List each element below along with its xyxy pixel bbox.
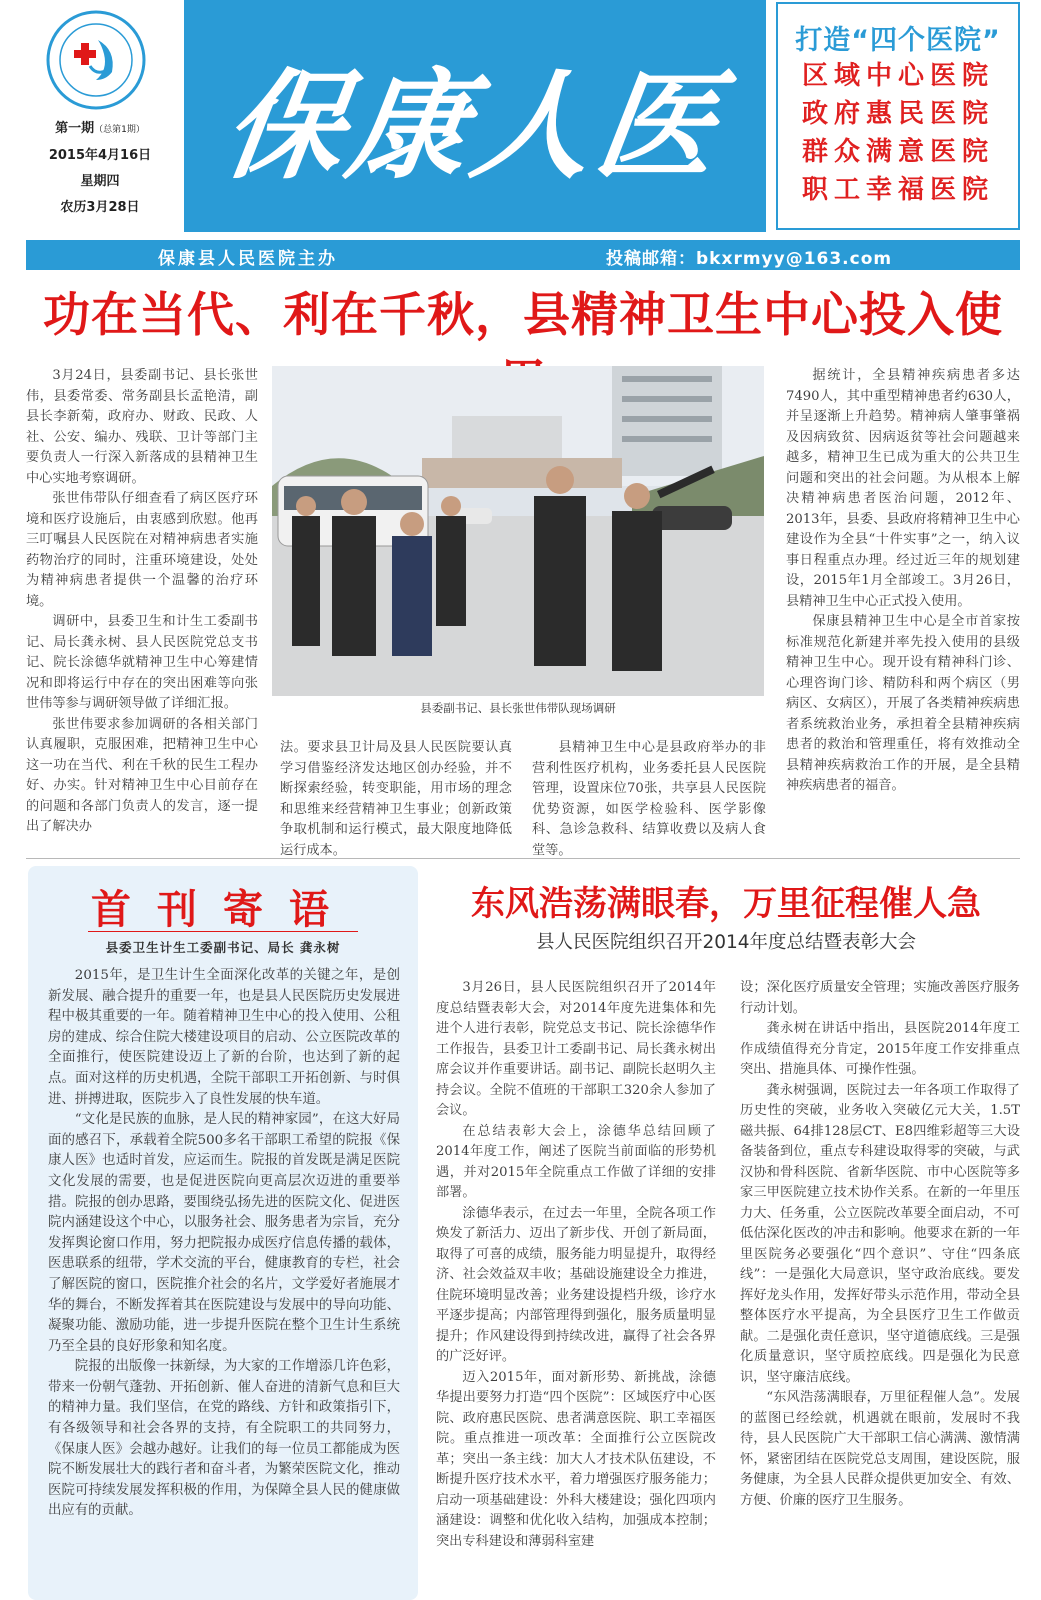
slogan-line: 政府惠民医院 <box>801 99 994 129</box>
issue-total: （总第1期） <box>94 125 145 135</box>
sponsor-text: 保康县人民医院主办 <box>158 249 338 269</box>
editorial-body <box>48 966 400 1522</box>
paragraph: 法。要求县卫计局及县人民医院要认真学习借鉴经济发达地区创办经验，并不断探索经验，转变职能，用市场的理念和思维来经营精神卫生事业；创新政策争取机制和运行模式，最大限度地降低运行成本。 <box>280 740 512 858</box>
paragraph: 县精神卫生中心是县政府举办的非营利性医疗机构，业务委托县人民医院管理，设置床位70张，共享县人民医院优势资源，如医学检验科、医学影像科、急诊急救科、结算收费以及病人食堂等。 <box>532 740 766 858</box>
main-headline: 功在当代、利在千秋，县精神卫生中心投入使 <box>43 288 1003 343</box>
article1-column-1 <box>26 366 258 838</box>
paragraph: 迈入2015年，面对新形势、新挑战，涂德华提出要努力打造“四个医院”：区域医疗中心医院、政府惠民医院、患者满意医院、职工幸福医院。重点推进一项改革：全面推行公立医院改革；突出一条主线：加大人才技术队伍建设，不断提升医疗技术水平，着力增强医疗服务能力；启动一项基础建设：外科大楼建设；强化四项内涵建设：调整和优化收入结构，加强成本控制；突出专科建设和薄弱科室建 <box>436 1369 716 1549</box>
info-strip <box>26 240 1020 270</box>
paragraph: “东风浩荡满眼春，万里征程催人急”。发展的蓝图已经绘就，机遇就在眼前，发展时不我待，县人民医院广大干部职工信心满满、激情满怀，紧密团结在医院党总支周围，建设医院，服务健康，为全县人民群众提供更加安全、有效、方便、价廉的医疗卫生服务。 <box>740 1390 1020 1508</box>
paragraph: 龚永树强调，医院过去一年各项工作取得了历史性的突破，业务收入突破亿元大关，1.5T磁共振、64排128层CT、E8四维彩超等三大设备装备到位，重点专科建设取得零的突破，与武汉协和骨科医院、省新华医院、市中心医院等多家三甲医院建立技术协作关系。在新的一年里压力大、任务重，公立医院改革要全面启动，不可低估深化医改的冲击和影响。他要求在新的一年里医院务必要强化“四个意识”、守住“四条底线”：一是强化大局意识，坚守政治底线。要发挥好龙头作用，发挥好带头示范作用，带动全县整体医疗水平提高，为全县医疗卫生工作做贡献。二是强化责任意识，坚守道德底线。三是强化质量意识，坚守质控底线。四是强化为民意识，坚守廉洁底线。 <box>740 1082 1020 1385</box>
editorial-author: 县委卫生计生工委副书记、局长 龚永树 <box>105 940 341 955</box>
paragraph: 3月24日，县委副书记、县长张世伟，县委常委、常务副县长孟艳清，副县长李新菊，政府办、财政、民政、人社、公安、编办、残联、卫计等部门主要负责人一行深入新落成的县精神卫生中心实地考察调研。 <box>26 368 258 486</box>
paragraph: 在总结表彰大会上，涂德华总结回顾了2014年度工作，阐述了医院当前面临的形势机遇，并对2015年全院重点工作做了详细的安排部署。 <box>436 1123 716 1200</box>
paragraph: 2015年，是卫生计生全面深化改革的关键之年，是创新发展、融合提升的重要一年，也是县人民医院历史发展进程中极其重要的一年。随着精神卫生中心的投入使用、公租房的建成、综合住院大楼建设项目的启动、公立医院改革的全面推行，使医院建设迈上了新的台阶，也达到了新的起点。面对这样的历史机遇，全院干部职工开拓创新、与时俱进、拼搏进取，医院步入了良性发展的快车道。 <box>48 968 400 1107</box>
submission-email[interactable]: 投稿邮箱：bkxrmyy@163.com <box>606 249 893 269</box>
paragraph: 调研中，县委卫生和计生工委副书记、局长龚永树、县人民医院党总支书记、院长涂德华就精神卫生中心筹建情况和即将运行中存在的突出困难等向张世伟等参与调研领导做了详细汇报。 <box>26 614 258 711</box>
article1-column-4 <box>786 366 1020 797</box>
slogan-box <box>776 2 1020 230</box>
paragraph: 保康县精神卫生中心是全市首家按标准规范化新建并率先投入使用的县级精神卫生中心。现开设有精神科门诊、心理咨询门诊、精防科和两个病区（男病区、女病区），开展了各类精神疾病患者系统救治业务，承担着全县精神疾病患者的救治和管理重任，将有效推动全县精神疾病救治工作的开展，是全县精神疾病患者的福音。 <box>786 614 1020 793</box>
article1-column-2 <box>280 738 512 861</box>
photo-caption: 县委副书记、县长张世伟带队现场调研 <box>420 701 616 715</box>
article1-column-3 <box>532 738 766 861</box>
editorial-title-rule <box>88 931 358 932</box>
issue-date: 2015年4月16日 <box>48 148 152 163</box>
slogan-line: 群众满意医院 <box>801 137 994 167</box>
editorial-title: 首刊寄语 <box>91 886 355 933</box>
issue-weekday: 星期四 <box>80 174 120 189</box>
paragraph: 设；深化医疗质量安全管理；实施改善医疗服务行动计划。 <box>740 980 1020 1016</box>
article2-column-1 <box>436 978 716 1552</box>
slogan-line: 区域中心医院 <box>801 61 994 91</box>
paragraph: 龚永树在讲话中指出，县医院2014年度工作成绩值得充分肯定，2015年度工作安排重点突出、措施具体、可操作性强。 <box>740 1021 1020 1077</box>
hospital-logo <box>46 10 146 110</box>
news-photo <box>272 366 764 696</box>
slogan-line: 职工幸福医院 <box>801 175 994 205</box>
issue-lunar-date: 农历3月28日 <box>60 200 140 215</box>
paragraph: 据统计，全县精神疾病患者多达7490人，其中重型精神患者约630人，并呈逐渐上升趋势。精神病人肇事肇祸及因病致贫、因病返贫等社会问题越来越多，精神卫生已成为重大的公共卫生问题和突出的社会问题。为从根本上解决精神病患者医治问题，2012年、2013年，县委、县政府将精神卫生中心建设作为全县“十件实事”之一，纳入议事日程重点办理。经过近三年的规划建设，2015年1月全部竣工。3月26日，县精神卫生中心正式投入使用。 <box>786 368 1020 609</box>
paragraph: 3月26日，县人民医院组织召开了2014年度总结暨表彰大会，对2014年度先进集体和先进个人进行表彰，院党总支书记、院长涂德华作工作报告，县委卫计工委副书记、局长龚永树出席会议并作重要讲话。副书记、副院长赵明久主持会议。全院不值班的干部职工320余人参加了会议。 <box>436 980 716 1118</box>
editorial-box <box>28 866 418 1600</box>
paragraph: 张世伟带队仔细查看了病区医疗环境和医疗设施后，由衷感到欣慰。他再三叮嘱县人民医院在对精神病患者实施药物治疗的同时，注重环境建设，处处为精神病患者提供一个温馨的治疗环境。 <box>26 491 258 609</box>
issue-info <box>30 116 170 221</box>
newspaper-title-banner <box>184 0 766 232</box>
paragraph: “文化是民族的血脉，是人民的精神家园”，在这大好局面的感召下，承载着全院500多名干部职工希望的院报《保康人医》也适时首发，应运而生。院报的首发既是满足医院文化发展的需要，也是促进医院向更高层次迈进的重要举措。院报的创办思路，要围绕弘扬先进的医院文化、促进医院内涵建设这个中心，以服务社会、服务患者为宗旨，充分发挥舆论窗口作用，努力把院报办成医疗信息传播的载体，医患联系的纽带，学术交流的平台，健康教育的专栏，社会了解医院的窗口，医院推介社会的名片，文学爱好者施展才华的舞台，不断发挥着其在医院建设与发展中的导向功能、凝聚功能、激励功能，进一步提升医院在整个卫生计生系统乃至全县的良好形象和知名度。 <box>48 1112 400 1354</box>
newspaper-title: 保康人医 <box>215 56 732 195</box>
paragraph: 张世伟要求参加调研的各相关部门认真履职，克服困难，把精神卫生中心这一功在当代、利在千秋的民生工程办好、办实。针对精神卫生中心目前存在的问题和各部门负责人的发言，逐一提出了解决办 <box>26 716 258 834</box>
paragraph: 院报的出版像一抹新绿，为大家的工作增添几许色彩，带来一份朝气蓬勃、开拓创新、催人奋进的清新气息和巨大的精神力量。我们坚信，在党的路线、方针和政策指引下，有各级领导和社会各界的支持，有全院职工的共同努力，《保康人医》会越办越好。让我们的每一位员工都能成为医院不断发展壮大的践行者和奋斗者，为繁荣医院文化，推动医院可持续发展发挥积极的作用，为保障全县人民的健康做出应有的贡献。 <box>48 1359 400 1519</box>
second-headline: 东风浩荡满眼春，万里征程催人急 <box>471 884 981 924</box>
second-subheadline: 县人民医院组织召开2014年度总结暨表彰大会 <box>535 932 917 953</box>
section-divider <box>26 858 1020 859</box>
issue-number: 第一期 <box>55 121 95 136</box>
article2-column-2 <box>740 978 1020 1511</box>
slogan-title: 打造“四个医院” <box>795 25 1001 56</box>
paragraph: 涂德华表示，在过去一年里，全院各项工作焕发了新活力、迈出了新步伐、开创了新局面，取得了可喜的成绩，服务能力明显提升，取得经济、社会效益双丰收；基础设施建设全力推进，住院环境明显改善；业务建设提档升级，诊疗水平逐步提高；内部管理得到强化，服务质量明显提升；作风建设得到持续改进，赢得了社会各界的广泛好评。 <box>436 1205 716 1364</box>
